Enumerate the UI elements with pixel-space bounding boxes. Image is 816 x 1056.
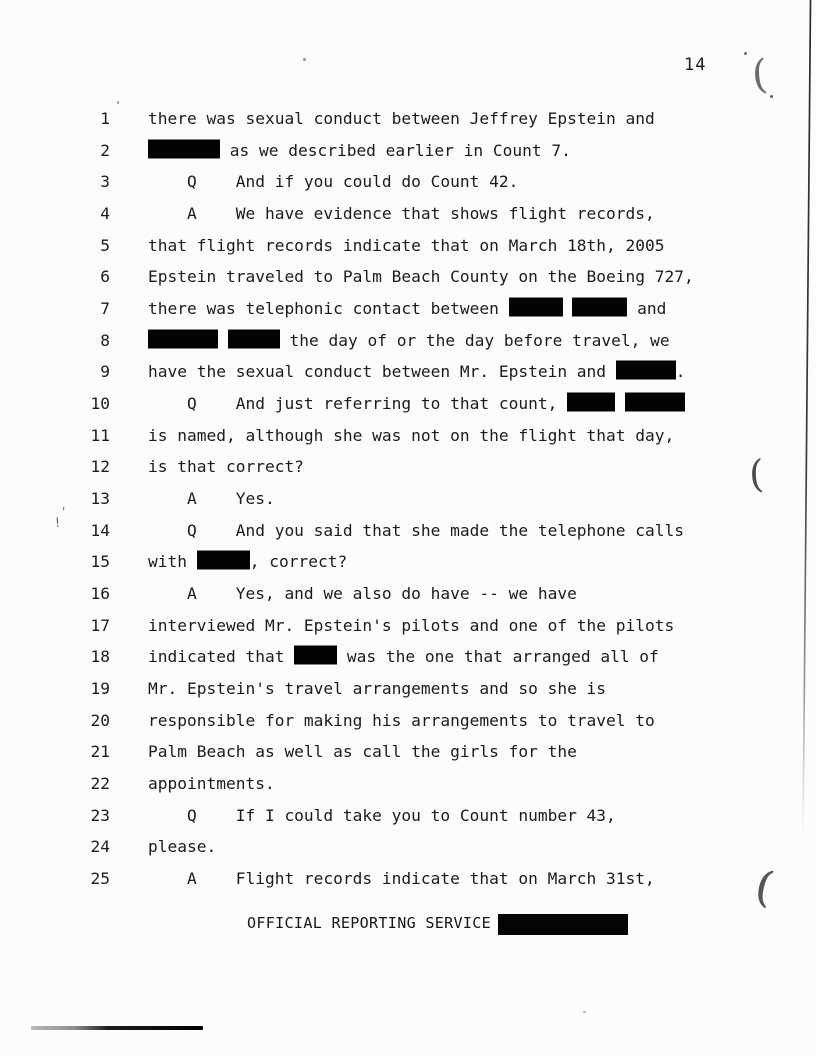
redaction-bar [228,329,280,348]
footer-redaction-bar [498,914,628,935]
margin-pen-tick: ! [54,515,61,532]
transcript-line [0,103,780,135]
transcript-line [0,230,780,262]
scan-speck [770,95,773,98]
footer [0,913,816,937]
line-number: 21 [90,742,110,762]
line-text: Palm Beach as well as call the girls for the [148,742,577,762]
line-text: is that correct? [148,457,304,477]
scan-speck [303,58,306,61]
line-text: A Yes, and we also do have -- we have [148,583,577,603]
line-text: please. [148,837,217,857]
redaction-bar [625,392,685,411]
transcript-line [0,673,780,705]
line-number: 14 [90,520,110,540]
line-text: Q And just referring to that count, [148,388,685,420]
line-text: Q And you said that she made the telephone calls [148,520,685,540]
transcript-line [0,705,780,737]
redaction-bar [197,551,250,570]
line-text: Q And if you could do Count 42. [148,172,519,192]
scan-speck [744,52,747,55]
line-number: 1 [100,109,110,128]
line-text: the day of or the day before travel, we [148,325,670,357]
line-number: 25 [90,868,110,888]
bottom-edge-mark [31,1026,203,1030]
transcript-line [0,356,780,388]
transcript-line [0,768,780,800]
transcript-line [0,610,780,642]
line-number: 5 [100,235,110,255]
line-text: with , correct? [148,552,348,572]
line-number: 17 [90,615,110,635]
redaction-bar [572,297,627,316]
transcript-line [0,483,780,515]
transcript-line [0,420,780,452]
line-text: Q If I could take you to Count number 43, [148,805,616,825]
line-number: 4 [100,203,110,223]
line-text: A Yes. [148,488,275,508]
line-text: there was sexual conduct between Jeffrey Epstein and [148,109,655,128]
line-number: 9 [100,362,110,382]
line-text: that flight records indicate that on March 18th, 2005 [148,235,665,255]
scan-speck [583,1011,586,1013]
line-text: appointments. [148,773,275,793]
transcript-line [0,641,780,673]
transcript-line [0,166,780,198]
transcript-line [0,198,780,230]
line-text: Epstein traveled to Palm Beach County on the Boeing 727, [148,267,694,287]
redaction-bar [294,646,337,665]
line-number: 2 [100,140,110,160]
redaction-bar [148,329,218,348]
margin-pen-tick: ' [62,505,66,519]
line-number: 13 [90,488,110,508]
line-number: 15 [90,552,110,572]
line-text: have the sexual conduct between Mr. Epstein and . [148,362,686,382]
scan-speck [117,101,119,104]
line-text: A Flight records indicate that on March 31st, [148,868,655,888]
line-text: A We have evidence that shows flight records, [148,203,655,223]
transcript-line [0,578,780,610]
transcript-line [0,325,780,357]
line-text: indicated that was the one that arranged all of [148,647,659,667]
page-number: 14 [684,55,707,75]
redaction-bar [567,392,615,411]
transcript-line [0,293,780,325]
line-number: 20 [90,710,110,730]
pen-mark-paren-top: ( [750,51,770,99]
redaction-bar [509,297,563,316]
line-number: 24 [90,837,110,857]
line-text: Mr. Epstein's travel arrangements and so she is [148,678,607,698]
redaction-bar [616,361,676,380]
pen-mark-paren-bottom: ( [751,860,778,913]
transcript-line [0,800,780,832]
line-number: 7 [100,298,110,318]
line-number: 6 [100,267,110,287]
line-number: 12 [90,457,110,477]
transcript-line [0,736,780,768]
redaction-bar [148,139,220,158]
line-number: 16 [90,583,110,603]
line-number: 8 [100,330,110,350]
transcript-line [0,863,780,895]
line-number: 22 [90,773,110,793]
line-text: interviewed Mr. Epstein's pilots and one of the pilots [148,615,675,635]
line-number: 10 [90,393,110,413]
footer-text: OFFICIAL REPORTING SERVICE [247,914,492,932]
line-number: 11 [90,425,110,445]
line-number: 18 [90,647,110,667]
transcript-line [0,388,780,420]
line-text: responsible for making his arrangements to travel to [148,710,655,730]
transcript-line [0,546,780,578]
line-text: there was telephonic contact between and [148,298,667,318]
transcript-line [0,831,780,863]
transcript-line [0,261,780,293]
pen-mark-paren-middle: ( [747,451,765,497]
transcript-line [0,135,780,167]
transcript-line [0,451,780,483]
line-text: is named, although she was not on the flight that day, [148,425,675,445]
line-number: 23 [90,805,110,825]
transcript-line [0,515,780,547]
line-number: 3 [100,172,110,192]
line-number: 19 [90,678,110,698]
line-text: as we described earlier in Count 7. [148,135,571,167]
